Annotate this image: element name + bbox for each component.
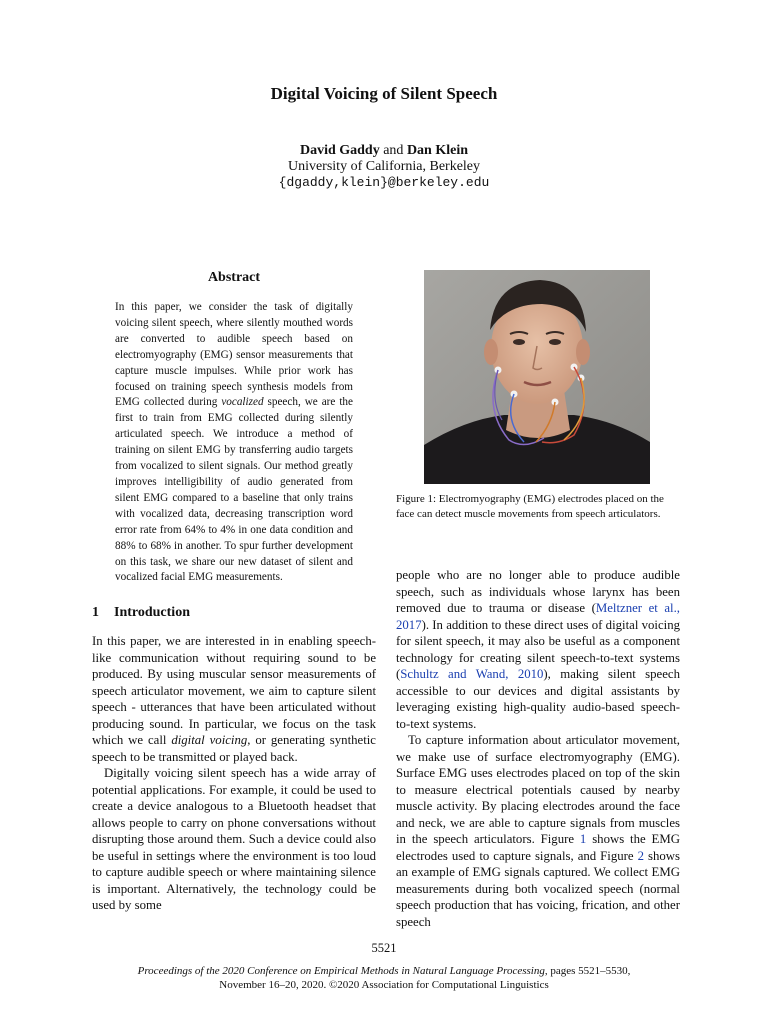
figure-1-caption: Figure 1: Electromyography (EMG) electrodes placed on the face can detect muscle movements from speech articulators.	[396, 493, 664, 520]
abstract-heading: Abstract	[207, 270, 261, 285]
author-name: Dan Klein	[406, 143, 469, 158]
author-email: {dgaddy,klein}@berkeley.edu	[278, 175, 490, 190]
figure-reference-link[interactable]: 2	[637, 848, 644, 863]
body-paragraph: In this paper, we are interested in in enabling speech-like communication without requiring sound to be produced. By using muscular sensor measurements of speech articulator movement, we aim to capture silent speech - utterances that have been articulated without producing sound. In particular, we focus on the task which we call digital voicing, or generating synthetic speech to be transmitted or played back.	[92, 634, 376, 764]
author-name: David Gaddy	[299, 143, 380, 158]
photo-illustration	[424, 270, 650, 484]
paper-title: Digital Voicing of Silent Speech	[270, 84, 498, 103]
page-number: 5521	[371, 941, 397, 955]
figure-1-photo	[424, 270, 650, 484]
body-paragraph: Digitally voicing silent speech has a wide array of potential applications. For example, it could be used to create a device analogous to a Bluetooth headset that allows people to carry on phone conversations without disrupting those around them. Such a device could also be useful in settings where the environment is too loud to capture audible speech or where maintaining silence is important. Alternatively, the technology could be used by some	[92, 766, 376, 912]
abstract-text: In this paper, we consider the task of digitally voicing silent speech, where silently mouthed words are converted to audible speech based on electromyography (EMG) sensor measurements that capture muscle impulses. While prior work has focused on training speech synthesis models from EMG collected during vocalized speech, we are the first to train from EMG collected during silently articulated speech. We introduce a method of training on silent EMG by transferring audio targets from vocalized to silent signals. Our method greatly improves intelligibility of audio generated from silent EMG compared to a baseline that only trains with vocalized data, decreasing transcription word error rate from 64% to 4% in one data condition and 88% to 68% in another. To spur further development on this task, we share our new dataset of silent and vocalized facial EMG measurements.	[115, 301, 353, 584]
body-paragraph: people who are no longer able to produce audible speech, such as individuals whose larynx has been removed due to trauma or disease (Meltzner et al., 2017). In addition to these direct uses of digital voicing for silent speech, it may also be useful as a component technology for creating silent speech-to-text systems (Schultz and Wand, 2010), making silent speech accessible to our devices and digital assistants by leveraging existing high-quality audio-based speech-to-text systems.	[396, 568, 680, 731]
proceedings-footer	[0, 964, 768, 992]
affiliation: University of California, Berkeley	[287, 159, 481, 174]
footer-line: Proceedings of the 2020 Conference on Empirical Methods in Natural Language Processing, pages 5521–5530,	[137, 965, 631, 977]
author-block	[0, 143, 768, 191]
citation-link[interactable]: Meltzner et al., 2017	[396, 601, 680, 632]
body-paragraph: To capture information about articulator movement, we make use of surface electromyography (EMG). Surface EMG uses electrodes placed on top of the skin to measure electrical potentials caused by nearby muscle activity. By placing electrodes around the face and neck, we are able to capture signals from muscles in the speech articulators. Figure 1 shows the EMG electrodes used to capture signals, and Figure 2 shows an example of EMG signals captured. We collect EMG measurements during both vocalized speech (normal speech production that has voicing, frication, and other speech	[396, 733, 681, 929]
section-number: 1	[92, 605, 99, 620]
section-title: Introduction	[114, 605, 190, 620]
section-heading	[92, 605, 382, 621]
footer-line: November 16–20, 2020. ©2020 Association for Computational Linguistics	[219, 979, 549, 991]
author-conjunction: and	[383, 143, 404, 158]
left-column-body	[92, 633, 376, 914]
citation-link[interactable]: Schultz and Wand, 2010	[400, 667, 544, 681]
right-column-body	[396, 567, 680, 930]
figure-reference-link[interactable]: 1	[579, 832, 587, 846]
